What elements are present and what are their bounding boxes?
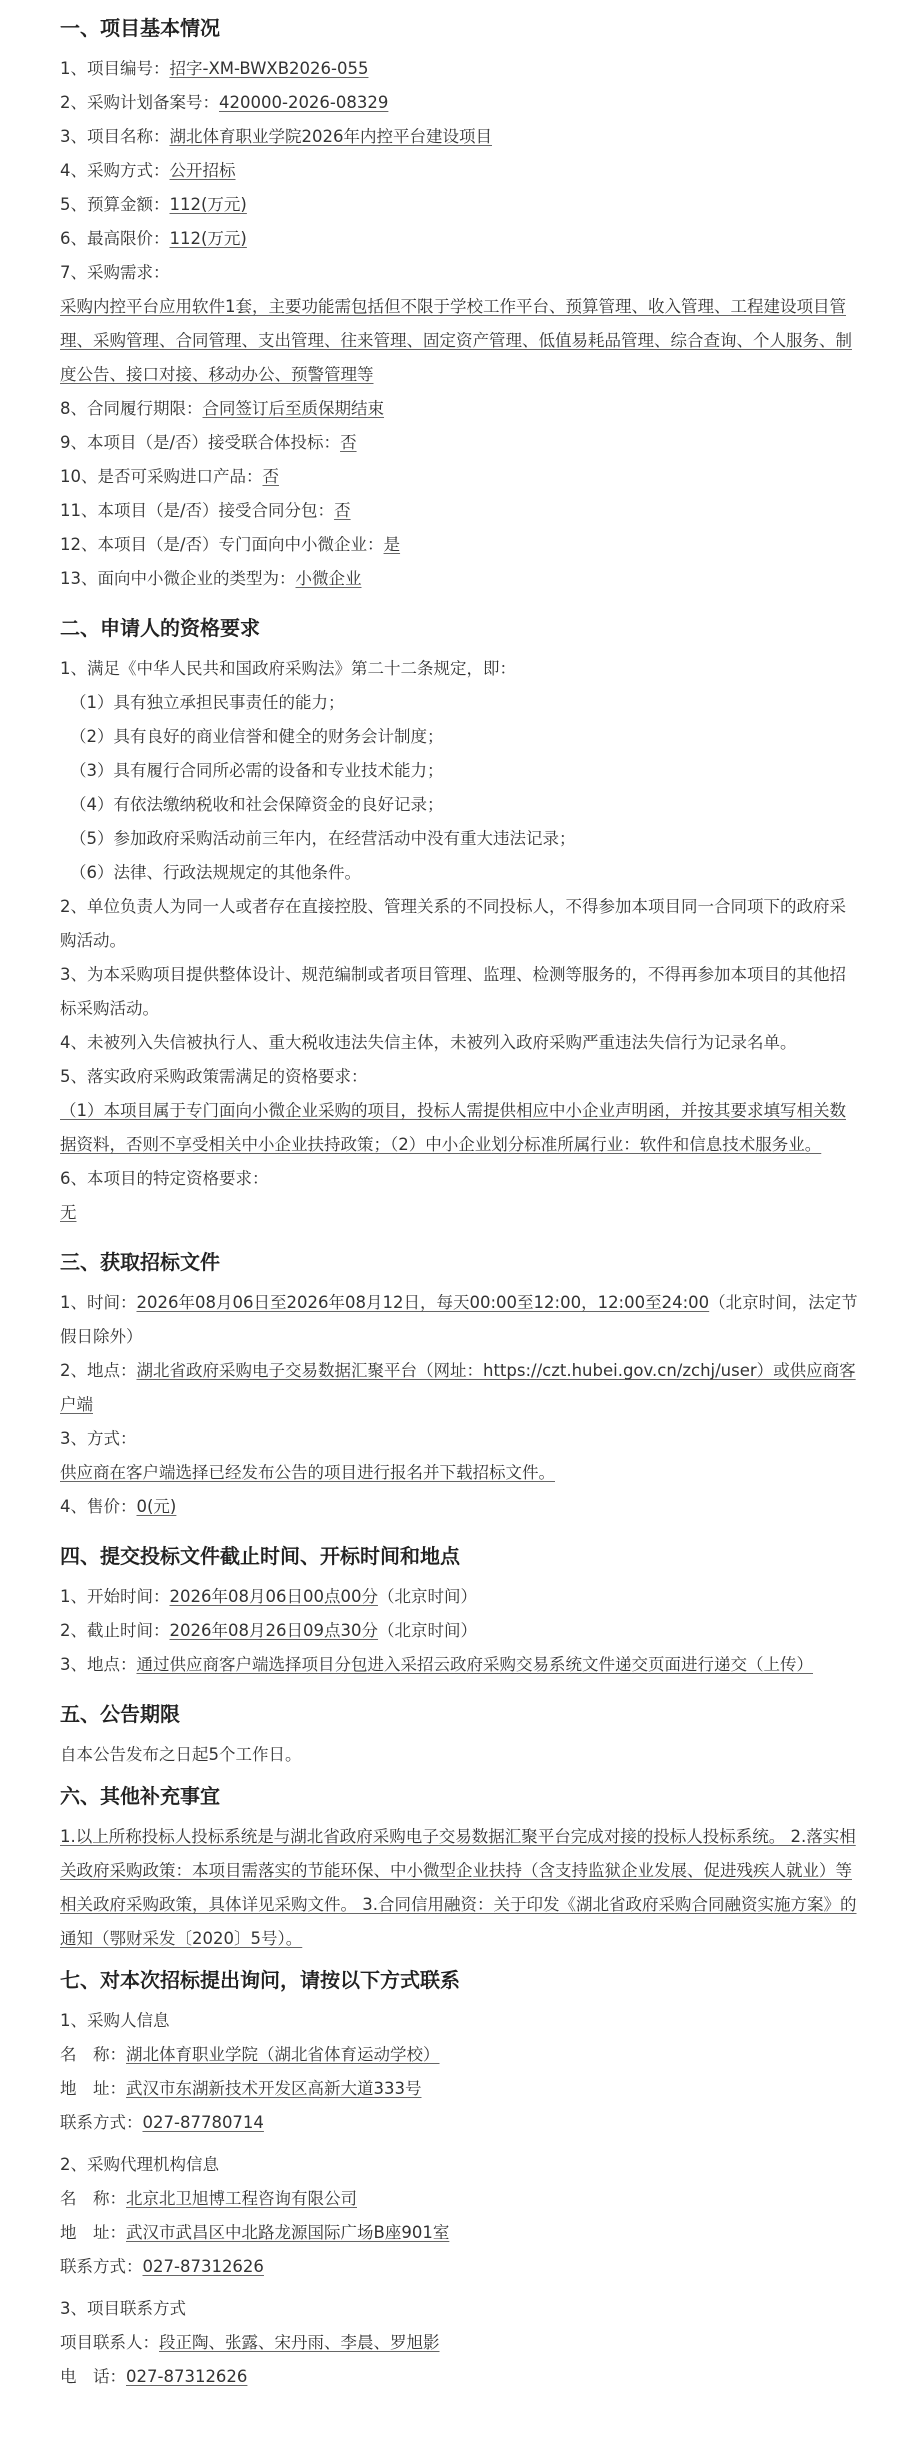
obtain-time-note: （北京时间，法定节假日除外）: [60, 1293, 858, 1346]
label: 1、时间：: [60, 1293, 137, 1312]
label: 12、本项目（是/否）专门面向中小微企业：: [60, 535, 384, 554]
policy-requirement-text: （1）本项目属于专门面向小微企业采购的项目，投标人需提供相应中小企业声明函，并按其要求填写相关数据资料，否则不享受相关中小企业扶持政策；（2）中小企业划分标准所属行业：软件和信息技术服务业。: [60, 1101, 846, 1154]
budget-row: [60, 188, 858, 222]
price-row: [60, 1490, 858, 1524]
contact-persons: 段正陶、张露、宋丹雨、李晨、罗旭影: [159, 2333, 440, 2352]
qualification-item-3: 3、为本采购项目提供整体设计、规范编制或者项目管理、监理、检测等服务的，不得再参加本项目的其他招标采购活动。: [60, 965, 846, 1018]
label: 4、采购方式：: [60, 161, 170, 180]
label: 2、截止时间：: [60, 1621, 170, 1640]
submit-place: 通过供应商客户端选择项目分包进入采招云政府采购交易系统文件递交页面进行递交（上传）: [136, 1655, 813, 1674]
label: 3、项目名称：: [60, 127, 170, 146]
label: 项目联系人：: [60, 2333, 159, 2352]
obtain-way: 供应商在客户端选择已经发布公告的项目进行报名并下载招标文件。: [60, 1463, 555, 1482]
qualification-item-1: 1、满足《中华人民共和国政府采购法》第二十二条规定，即：: [60, 659, 516, 678]
label: 地 址：: [60, 2223, 126, 2242]
agency-tel-row: [60, 2250, 858, 2284]
special-requirement-value: 无: [60, 1203, 77, 1222]
imported-row: [60, 460, 858, 494]
project-number: 招字-XM-BWXB2026-055: [169, 59, 369, 78]
obtain-place: 湖北省政府采购电子交易数据汇聚平台（网址：https://czt.hubei.gov.cn/zchj/user）或供应商客户端: [60, 1361, 856, 1414]
start-time-row: [60, 1580, 858, 1614]
consortium-row: [60, 426, 858, 460]
contact-heading: 3、项目联系方式: [60, 2299, 186, 2318]
obtain-place-row: [60, 1354, 858, 1422]
consortium-value: 否: [340, 433, 357, 452]
buyer-name: 湖北体育职业学院（湖北省体育运动学校）: [126, 2045, 440, 2064]
sme-only-row: [60, 528, 858, 562]
subcontract-row: [60, 494, 858, 528]
obtain-way-label: 3、方式：: [60, 1429, 137, 1448]
section-2-title: 二、申请人的资格要求: [60, 616, 260, 640]
qualification-sub: （4）有依法缴纳税收和社会保障资金的良好记录；: [70, 795, 444, 814]
qualification-item-4: 4、未被列入失信被执行人、重大税收违法失信主体，未被列入政府采购严重违法失信行为记录名单。: [60, 1033, 797, 1052]
label: 2、采购计划备案号：: [60, 93, 219, 112]
label: 5、预算金额：: [60, 195, 170, 214]
label: 9、本项目（是/否）接受联合体投标：: [60, 433, 341, 452]
end-time-row: [60, 1614, 858, 1648]
demand-label: 7、采购需求：: [60, 263, 170, 282]
label: 3、地点：: [60, 1655, 137, 1674]
label: 10、是否可采购进口产品：: [60, 467, 263, 486]
label: 11、本项目（是/否）接受合同分包：: [60, 501, 335, 520]
period-row: [60, 392, 858, 426]
agency-address: 武汉市武昌区中北路龙源国际广场B座901室: [126, 2223, 450, 2242]
obtain-time-row: [60, 1286, 858, 1354]
qualification-sub: （2）具有良好的商业信誉和健全的财务会计制度；: [70, 727, 444, 746]
label: 1、开始时间：: [60, 1587, 170, 1606]
section-4-title: 四、提交投标文件截止时间、开标时间和地点: [60, 1544, 460, 1568]
agency-name-row: [60, 2182, 858, 2216]
timezone-note: （北京时间）: [377, 1621, 477, 1640]
contact-phone-row: [60, 2360, 858, 2394]
contact-phone: 027-87312626: [126, 2367, 248, 2386]
qualification-item-6: 6、本项目的特定资格要求：: [60, 1169, 269, 1188]
section-6-title: 六、其他补充事宜: [60, 1784, 220, 1808]
label: 13、面向中小微企业的类型为：: [60, 569, 296, 588]
label: 名 称：: [60, 2189, 126, 2208]
buyer-address: 武汉市东湖新技术开发区高新大道333号: [126, 2079, 422, 2098]
max-price-row: [60, 222, 858, 256]
label: 电 话：: [60, 2367, 126, 2386]
section-3-title: 三、获取招标文件: [60, 1250, 220, 1274]
label: 8、合同履行期限：: [60, 399, 203, 418]
project-number-row: [60, 52, 858, 86]
project-name-row: [60, 120, 858, 154]
buyer-tel: 027-87780714: [142, 2113, 264, 2132]
subcontract-value: 否: [334, 501, 351, 520]
contract-period: 合同签订后至质保期结束: [202, 399, 384, 418]
end-time: 2026年08月26日09点30分: [169, 1621, 378, 1640]
method-row: [60, 154, 858, 188]
buyer-name-row: [60, 2038, 858, 2072]
supplementary-text: 1.以上所称投标人投标系统是与湖北省政府采购电子交易数据汇聚平台完成对接的投标人投标系统。 2.落实相关政府采购政策：本项目需落实的节能环保、中小微型企业扶持（含支持监狱企业发展、促进残疾人就业）等相关政府采购政策，具体详见采购文件。 3.合同信用融资：关于印发《湖北省政府采购合同融资实施方案》的通知（鄂财采发〔2020〕5号）。: [60, 1827, 857, 1948]
imported-value: 否: [262, 467, 279, 486]
obtain-time: 2026年08月06日至2026年08月12日，每天00:00至12:00，12:00至24:00: [136, 1293, 710, 1312]
qualification-sub: （3）具有履行合同所必需的设备和专业技术能力；: [70, 761, 444, 780]
buyer-tel-row: [60, 2106, 858, 2140]
label: 1、项目编号：: [60, 59, 170, 78]
qualification-sub: （1）具有独立承担民事责任的能力；: [70, 693, 345, 712]
label: 4、售价：: [60, 1497, 137, 1516]
qualification-item-5: 5、落实政府采购政策需满足的资格要求：: [60, 1067, 368, 1086]
label: 2、地点：: [60, 1361, 137, 1380]
notice-period: 自本公告发布之日起5个工作日。: [60, 1745, 302, 1764]
buyer-heading: 1、采购人信息: [60, 2011, 170, 2030]
section-7-title: 七、对本次招标提出询问，请按以下方式联系: [60, 1968, 460, 1992]
label: 名 称：: [60, 2045, 126, 2064]
sme-type-row: [60, 562, 858, 596]
plan-number: 420000-2026-08329: [219, 93, 389, 112]
section-1-title: 一、项目基本情况: [60, 16, 220, 40]
procurement-method: 公开招标: [169, 161, 236, 180]
project-name: 湖北体育职业学院2026年内控平台建设项目: [169, 127, 492, 146]
agency-address-row: [60, 2216, 858, 2250]
submit-place-row: [60, 1648, 858, 1682]
contact-person-row: [60, 2326, 858, 2360]
label: 联系方式：: [60, 2257, 143, 2276]
sme-only-value: 是: [383, 535, 401, 554]
timezone-note: （北京时间）: [377, 1587, 477, 1606]
agency-heading: 2、采购代理机构信息: [60, 2155, 219, 2174]
agency-tel: 027-87312626: [142, 2257, 264, 2276]
qualification-sub: （6）法律、行政法规规定的其他条件。: [70, 863, 361, 882]
demand-text: 采购内控平台应用软件1套，主要功能需包括但不限于学校工作平台、预算管理、收入管理、工程建设项目管理、采购管理、合同管理、支出管理、往来管理、固定资产管理、低值易耗品管理、综合查询、个人服务、制度公告、接口对接、移动办公、预警管理等: [60, 297, 852, 384]
document-price: 0(元): [136, 1497, 177, 1516]
agency-name: 北京北卫旭博工程咨询有限公司: [126, 2189, 357, 2208]
start-time: 2026年08月06日00点00分: [169, 1587, 378, 1606]
label: 6、最高限价：: [60, 229, 170, 248]
qualification-sub: （5）参加政府采购活动前三年内，在经营活动中没有重大违法记录；: [70, 829, 576, 848]
qualification-item-2: 2、单位负责人为同一人或者存在直接控股、管理关系的不同投标人，不得参加本项目同一合同项下的政府采购活动。: [60, 897, 846, 950]
plan-number-row: [60, 86, 858, 120]
buyer-address-row: [60, 2072, 858, 2106]
label: 地 址：: [60, 2079, 126, 2098]
max-price: 112(万元): [169, 229, 247, 248]
label: 联系方式：: [60, 2113, 143, 2132]
section-5-title: 五、公告期限: [60, 1702, 180, 1726]
sme-type-value: 小微企业: [295, 569, 362, 588]
budget-amount: 112(万元): [169, 195, 247, 214]
